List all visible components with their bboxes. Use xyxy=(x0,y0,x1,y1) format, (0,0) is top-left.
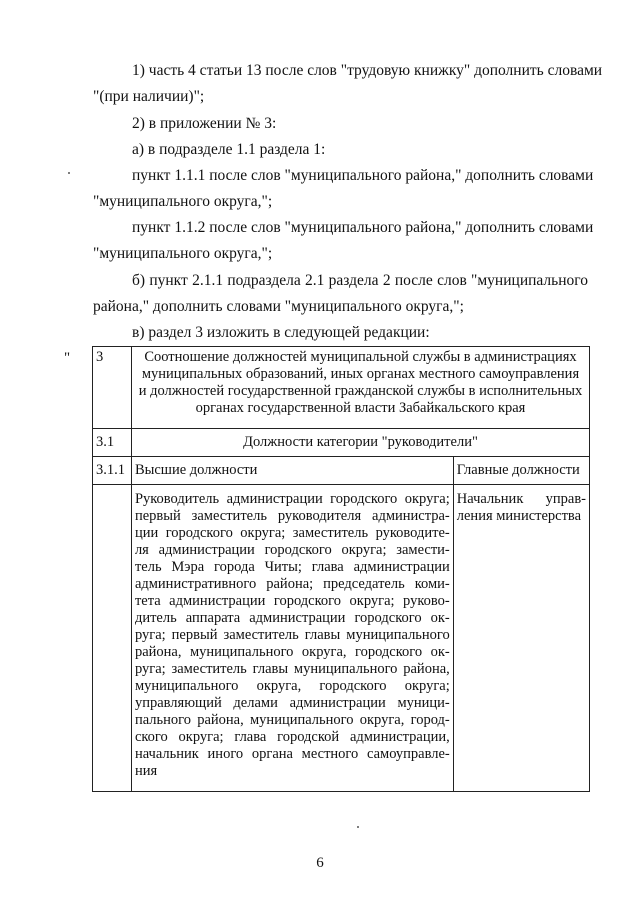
state-category-header: Главные должности xyxy=(453,457,589,485)
paragraph-5-line-1: пункт 1.1.2 после слов "муниципального района," дополнить словами xyxy=(132,219,594,236)
empty-number-cell xyxy=(93,485,132,792)
scan-speck xyxy=(68,172,70,174)
section-title-line: Соотношение должностей муниципальной службы в администрациях xyxy=(144,349,577,365)
text-line: первый заместитель руководителя администра- xyxy=(134,508,450,524)
state-positions-cell xyxy=(453,485,589,792)
table-row xyxy=(93,429,590,457)
text-line: района, муниципального округа, городского ок- xyxy=(134,644,450,660)
subsection-title-cell: Должности категории "руководители" xyxy=(131,429,589,457)
section-title-cell xyxy=(131,347,589,429)
subsection-number-cell: 3.1 xyxy=(93,429,132,457)
paragraph-4-line-2: "муниципального округа,"; xyxy=(93,193,273,210)
paragraph-3: а) в подразделе 1.1 раздела 1: xyxy=(132,141,326,158)
paragraph-2: 2) в приложении № 3: xyxy=(132,115,277,132)
paragraph-1-line-1: 1) часть 4 статьи 13 после слов "трудовую книжку" дополнить словами xyxy=(132,62,603,79)
table-row xyxy=(93,485,590,792)
text-line: начальник иного органа местного самоуправле- xyxy=(134,746,450,762)
text-line: дитель аппарата администрации городского ок- xyxy=(134,610,450,626)
text-line: пального района, муниципального округа, город- xyxy=(134,712,450,728)
text-line: руга; заместитель главы муниципального района, xyxy=(134,661,450,677)
table-row xyxy=(93,347,590,429)
text-line: ления министерства xyxy=(456,508,582,524)
scan-speck xyxy=(357,826,359,828)
text-line: административного района; председатель коми- xyxy=(134,576,450,592)
section-title-line: и должностей государственной гражданской службы в исполнительных xyxy=(138,383,583,399)
section-number-cell: 3 xyxy=(93,347,132,429)
text-line: управляющий делами администрации муници- xyxy=(134,695,450,711)
paragraph-5-line-2: "муниципального округа,"; xyxy=(93,245,273,262)
paragraph-1-line-2: "(при наличии)"; xyxy=(93,88,205,105)
paragraph-6-line-1: б) пункт 2.1.1 подраздела 2.1 раздела 2 после слов "муниципального xyxy=(132,272,588,289)
positions-table xyxy=(92,346,590,792)
paragraph-4-line-1: пункт 1.1.1 после слов "муниципального района," дополнить словами xyxy=(132,167,594,184)
paragraph-6-line-2: района," дополнить словами "муниципального округа,"; xyxy=(93,298,464,315)
text-line: муниципального округа, городского округа; xyxy=(134,678,450,694)
text-line: руга; первый заместитель главы муниципального xyxy=(134,627,450,643)
text-line: Руководитель администрации городского округа; xyxy=(134,491,450,507)
text-line: Начальник управ- xyxy=(456,491,586,507)
text-line: тета администрации городского округа; руково- xyxy=(134,593,450,609)
section-title-line: органах государственной власти Забайкальского края xyxy=(195,400,526,416)
text-line: ского округа; глава городской администрации, xyxy=(134,729,450,745)
municipal-positions-cell xyxy=(131,485,453,792)
text-line: ния xyxy=(134,763,158,779)
text-line: ции городского округа; заместитель руководите- xyxy=(134,525,450,541)
opening-quote-mark: " xyxy=(64,350,71,366)
table-row xyxy=(93,457,590,485)
municipal-category-header: Высшие должности xyxy=(131,457,453,485)
paragraph-7: в) раздел 3 изложить в следующей редакции: xyxy=(132,324,430,341)
text-line: ля администрации городского округа; замести- xyxy=(134,542,450,558)
item-number-cell: 3.1.1 xyxy=(93,457,132,485)
page-number: 6 xyxy=(316,855,324,871)
section-title-line: муниципальных образований, иных органах местного самоуправления xyxy=(141,366,580,382)
text-line: тель Мэра города Читы; глава администрации xyxy=(134,559,450,575)
